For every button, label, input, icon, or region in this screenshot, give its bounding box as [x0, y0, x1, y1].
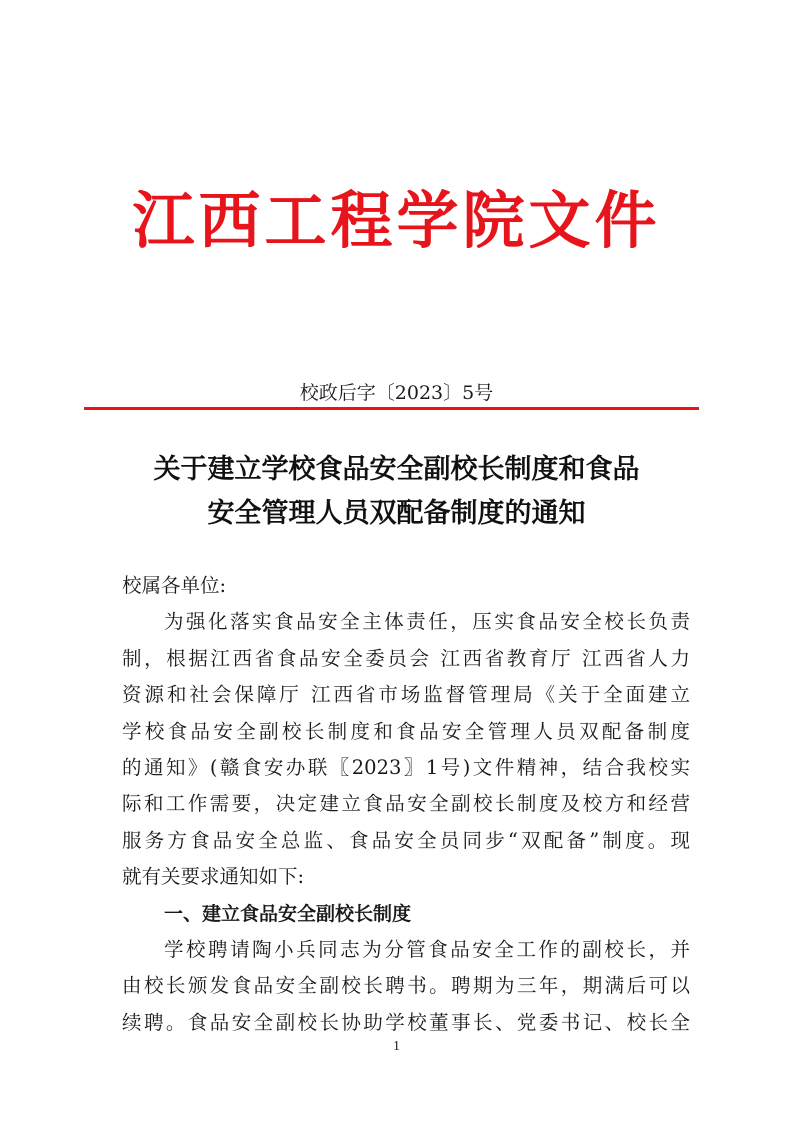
document-number: 校政后字〔2023〕5号: [299, 382, 494, 404]
paragraph-2-line-3: 续聘。食品安全副校长协助学校董事长、党委书记、校长全: [122, 1010, 690, 1034]
paragraph-1-line-8: 就有关要求通知如下:: [122, 865, 305, 889]
document-body: [122, 568, 690, 1041]
paragraph-1-line-7: 服务方食品安全总监、食品安全员同步“双配备”制度。现: [122, 828, 690, 852]
page-number: 1: [393, 1039, 400, 1054]
paragraph-2-line-1: 学校聘请陶小兵同志为分管食品安全工作的副校长，并: [164, 938, 690, 962]
paragraph-1-line-4: 学校食品安全副校长制度和食品安全管理人员双配备制度: [122, 719, 690, 743]
title-line-2: 安全管理人员双配备制度的通知: [207, 498, 586, 529]
red-divider-line: [84, 407, 699, 410]
paragraph-2-line-2: 由校长颁发食品安全副校长聘书。聘期为三年，期满后可以: [122, 974, 690, 998]
paragraph-1-line-1: 为强化落实食品安全主体责任，压实食品安全校长负责: [164, 610, 690, 634]
salutation: 校属各单位:: [122, 574, 227, 597]
paragraph-1-line-6: 际和工作需要，决定建立食品安全副校长制度及校方和经营: [122, 792, 690, 816]
paragraph-1-line-5: 的通知》(赣食安办联〖2023〗1号)文件精神，结合我校实: [122, 756, 690, 780]
paragraph-1-line-2: 制，根据江西省食品安全委员会 江西省教育厅 江西省人力: [122, 646, 690, 670]
issuer-header: 江西工程学院文件: [132, 184, 661, 257]
title-line-1: 关于建立学校食品安全副校长制度和食品: [153, 454, 640, 485]
paragraph-1-line-3: 资源和社会保障厅 江西省市场监督管理局《关于全面建立: [122, 683, 690, 707]
document-title: [90, 448, 703, 536]
section-1-heading: 一、建立食品安全副校长制度: [164, 902, 412, 925]
